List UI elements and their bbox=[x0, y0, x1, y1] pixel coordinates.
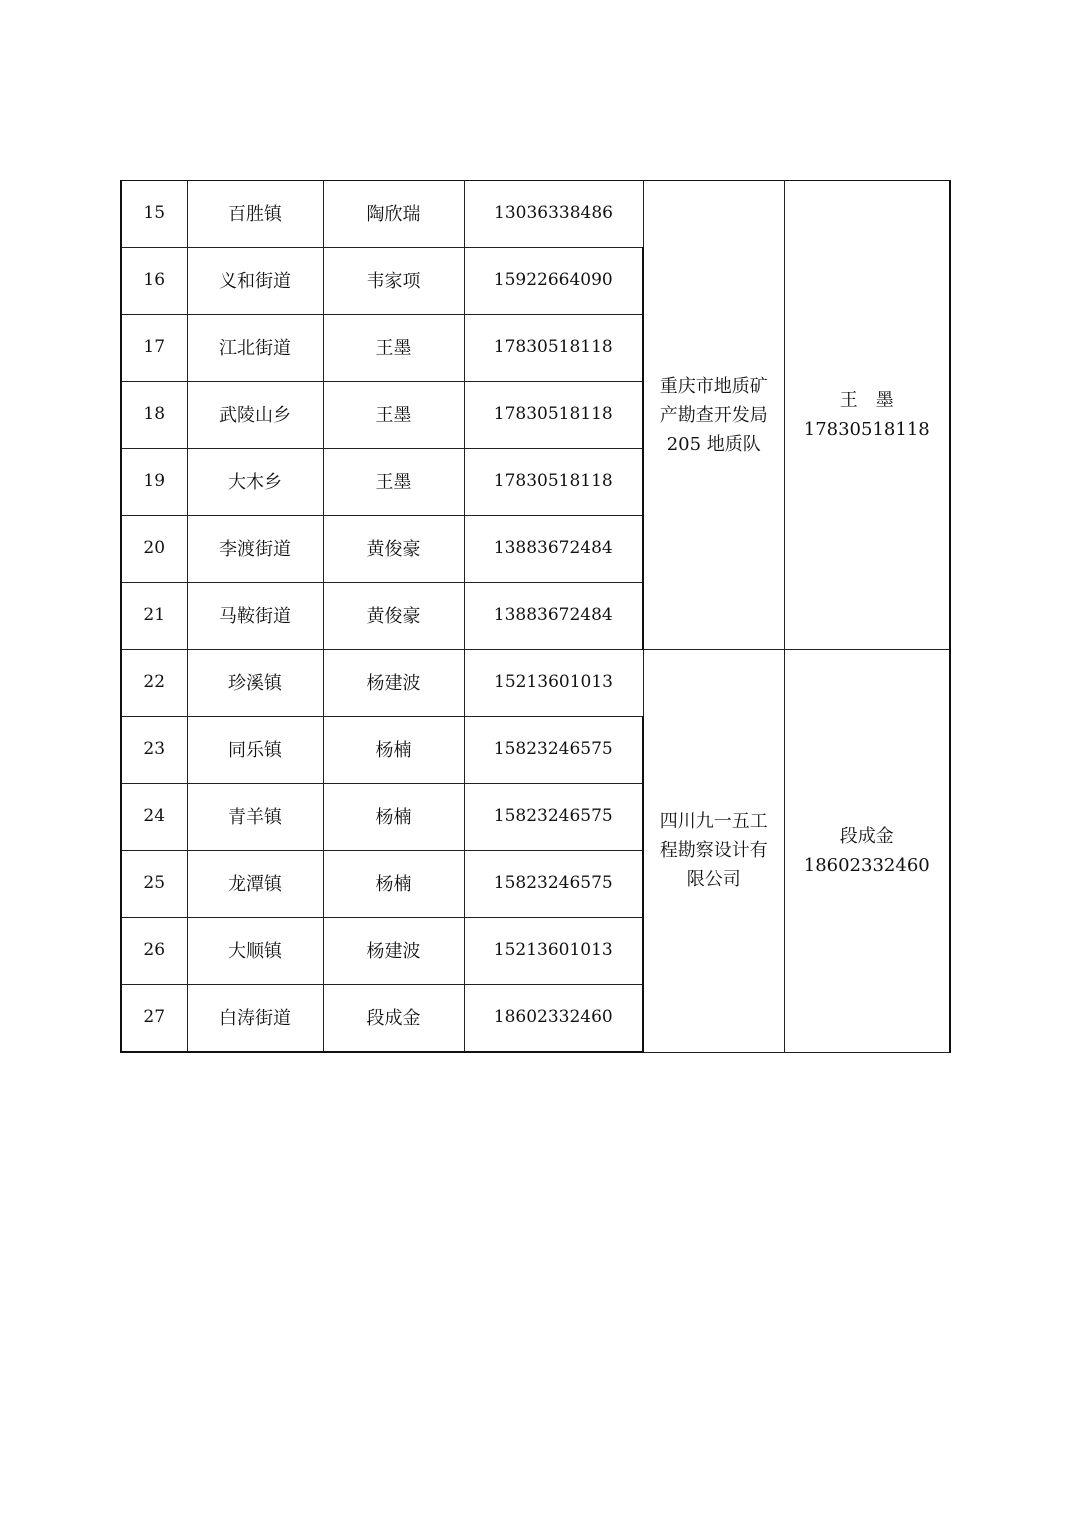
row-number: 20 bbox=[121, 516, 187, 583]
contact-phone: 13883672484 bbox=[464, 516, 643, 583]
contact-phone: 13883672484 bbox=[464, 583, 643, 650]
town-name: 青羊镇 bbox=[187, 784, 323, 851]
organization-line: 205 地质队 bbox=[666, 433, 761, 455]
row-number: 27 bbox=[121, 985, 187, 1053]
contact-phone: 15823246575 bbox=[464, 784, 643, 851]
organization-line: 产勘查开发局 bbox=[659, 404, 768, 426]
contact-phone: 15823246575 bbox=[464, 717, 643, 784]
group-lead-name: 王 墨 bbox=[839, 390, 894, 411]
organization-line: 限公司 bbox=[686, 869, 741, 891]
contact-name: 王墨 bbox=[323, 382, 464, 449]
row-number: 23 bbox=[121, 717, 187, 784]
contact-phone: 15823246575 bbox=[464, 851, 643, 918]
contact-name: 杨建波 bbox=[323, 918, 464, 985]
row-number: 26 bbox=[121, 918, 187, 985]
organization-line: 程勘察设计有 bbox=[659, 840, 768, 862]
town-name: 义和街道 bbox=[187, 248, 323, 315]
group-lead-cell bbox=[784, 181, 950, 650]
town-name: 白涛街道 bbox=[187, 985, 323, 1053]
row-number: 15 bbox=[121, 181, 187, 248]
contact-name: 黄俊豪 bbox=[323, 583, 464, 650]
contact-phone: 15213601013 bbox=[464, 650, 643, 717]
town-name: 龙潭镇 bbox=[187, 851, 323, 918]
group-lead-phone: 18602332460 bbox=[803, 854, 930, 876]
roster-table bbox=[120, 180, 951, 1053]
group-lead-phone: 17830518118 bbox=[803, 419, 930, 440]
contact-name: 杨楠 bbox=[323, 851, 464, 918]
contact-name: 王墨 bbox=[323, 315, 464, 382]
contact-phone: 15213601013 bbox=[464, 918, 643, 985]
contact-phone: 18602332460 bbox=[464, 985, 643, 1053]
contact-name: 段成金 bbox=[323, 985, 464, 1053]
row-number: 22 bbox=[121, 650, 187, 717]
contact-phone: 15922664090 bbox=[464, 248, 643, 315]
row-number: 19 bbox=[121, 449, 187, 516]
contact-phone: 17830518118 bbox=[464, 449, 643, 516]
organization-cell bbox=[643, 181, 784, 650]
town-name: 大木乡 bbox=[187, 449, 323, 516]
town-name: 百胜镇 bbox=[187, 181, 323, 248]
contact-name: 黄俊豪 bbox=[323, 516, 464, 583]
contact-name: 杨楠 bbox=[323, 717, 464, 784]
contact-phone: 13036338486 bbox=[464, 181, 643, 248]
organization-line: 四川九一五工 bbox=[659, 811, 768, 833]
organization-cell bbox=[643, 650, 784, 1053]
town-name: 珍溪镇 bbox=[187, 650, 323, 717]
town-name: 江北街道 bbox=[187, 315, 323, 382]
organization-line: 重庆市地质矿 bbox=[659, 375, 768, 397]
town-name: 同乐镇 bbox=[187, 717, 323, 784]
row-number: 17 bbox=[121, 315, 187, 382]
row-number: 16 bbox=[121, 248, 187, 315]
row-number: 24 bbox=[121, 784, 187, 851]
contact-name: 杨楠 bbox=[323, 784, 464, 851]
contact-name: 韦家项 bbox=[323, 248, 464, 315]
row-number: 25 bbox=[121, 851, 187, 918]
contact-phone: 17830518118 bbox=[464, 382, 643, 449]
table-row bbox=[121, 650, 950, 717]
contact-name: 杨建波 bbox=[323, 650, 464, 717]
group-lead-cell bbox=[784, 650, 950, 1053]
row-number: 21 bbox=[121, 583, 187, 650]
town-name: 李渡街道 bbox=[187, 516, 323, 583]
group-lead-name: 段成金 bbox=[839, 825, 894, 847]
town-name: 马鞍街道 bbox=[187, 583, 323, 650]
contact-name: 王墨 bbox=[323, 449, 464, 516]
table-row bbox=[121, 181, 950, 248]
contact-name: 陶欣瑞 bbox=[323, 181, 464, 248]
contact-phone: 17830518118 bbox=[464, 315, 643, 382]
town-name: 大顺镇 bbox=[187, 918, 323, 985]
town-name: 武陵山乡 bbox=[187, 382, 323, 449]
row-number: 18 bbox=[121, 382, 187, 449]
